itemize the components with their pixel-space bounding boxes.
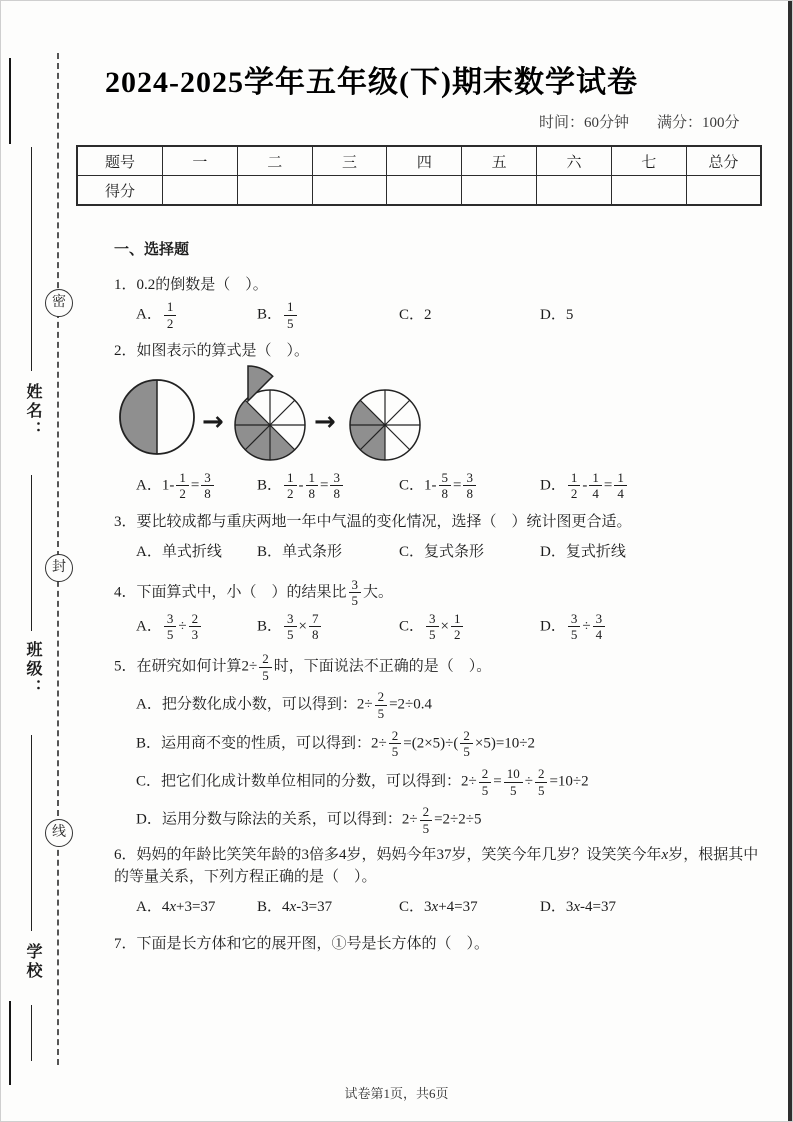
eighths-circle-three-shaded [349,389,421,461]
col-3: 三 [312,146,387,176]
page-footer: 试卷第1页，共6页 [344,1086,449,1101]
col-5: 五 [462,146,537,176]
question-4-option-c: C． $\frac{3}{5}$ × $\frac{1}{2}$ [399,612,540,642]
col-6: 六 [537,146,612,176]
col-total: 总分 [686,146,761,176]
question-number-row [77,146,761,176]
exam-meta [539,111,740,132]
seal-char-xian: 线 [45,819,73,847]
score-cell [537,176,612,206]
score-cell [237,176,312,206]
question-6 [114,844,764,923]
col-7: 七 [611,146,686,176]
question-1 [114,274,764,331]
class-blank-line [31,475,32,631]
question-6-option-c: C．3x+4=37 [399,899,478,916]
question-1-option-b: B． $\frac{1}{5}$ [257,300,399,330]
col-4: 四 [387,146,462,176]
score-cell [163,176,238,206]
row-label-defen: 得分 [77,176,163,206]
score-cell [686,176,761,206]
question-3 [114,511,764,568]
name-blank-line [31,147,32,371]
score-cell [387,176,462,206]
half-shaded-circle [119,379,195,455]
question-7-stem: 7．下面是长方体和它的展开图，①号是长方体的（ ）。 [114,935,490,952]
score-table [76,145,762,206]
question-1-option-c: C．2 [399,306,432,323]
registration-mark-top [9,58,11,144]
question-3-option-a: A．单式折线 [136,544,222,561]
question-6-option-a: A．4x+3=37 [136,899,216,916]
col-2: 二 [237,146,312,176]
question-2-option-a: A．1- $\frac{1}{2}$ = $\frac{3}{8}$ [136,471,257,501]
question-6-options [114,893,764,923]
score-cell [611,176,686,206]
question-3-option-d: D．复式折线 [540,544,626,561]
subtract-arrow-2: → [314,406,336,437]
question-2-option-c: C．1- $\frac{5}{8}$ = $\frac{3}{8}$ [399,471,540,501]
question-3-stem: 3．要比较成都与重庆两地一年中气温的变化情况，选择（ ）统计图更合适。 [114,514,632,531]
school-label: 学校 [24,943,41,981]
question-6-stem: 6．妈妈的年龄比笑笑年龄的3倍多4岁，妈妈今年37岁，笑笑今年几岁？设笑笑今年x岁，根据其中的等量关系，下列方程正确的是（ ）。 [114,846,759,886]
question-3-option-b: B．单式条形 [257,544,343,561]
question-3-option-c: C．复式条形 [399,544,485,561]
row-label-tihao: 题号 [77,146,163,176]
question-7 [114,933,764,956]
question-6-option-b: B．4x-3=37 [257,899,333,916]
question-3-options [114,538,764,568]
question-1-stem: 1．0.2的倒数是（ ）。 [114,276,268,293]
question-5-options [114,690,764,835]
question-1-options [114,300,764,330]
question-4 [114,578,764,643]
question-2-figure [114,367,764,465]
question-5-option-b: B．运用商不变的性质，可以得到：2÷ $\frac{2}{5}$ =(2×5)÷( $\frac{2}{5}$ ×5)=10÷2 [136,727,536,760]
name-label: 姓名： [24,383,41,440]
seal-char-feng: 封 [45,554,73,582]
col-1: 一 [163,146,238,176]
question-1-option-d: D．5 [540,306,574,323]
question-4-options [114,612,764,642]
class-label: 班级： [24,641,41,698]
question-6-option-d: D．3x-4=37 [540,899,616,916]
question-2 [114,340,764,501]
question-2-options [114,471,764,501]
question-5-stem: 5．在研究如何计算2÷ $\frac{2}{5}$ 时，下面说法不正确的是（ ）。 [114,651,492,683]
page-title: 2024-2025学年五年级(下)期末数学试卷 [105,66,638,99]
question-5-option-d: D．运用分数与除法的关系，可以得到：2÷ $\frac{2}{5}$ =2÷2÷5 [136,804,482,836]
seal-char-mi: 密 [45,289,73,317]
question-5-option-c: C．把它们化成计数单位相同的分数，可以得到：2÷ $\frac{2}{5}$ = $\frac{10}{5}$ ÷ $\frac{2}{5}$ =10÷2 [136,765,589,798]
removed-eighth-slice [245,361,283,403]
subtract-arrow-1: → [202,406,224,437]
score-cell [462,176,537,206]
question-5 [114,652,764,835]
school-blank-line [31,735,32,931]
score-cell [312,176,387,206]
exam-content [114,239,764,961]
score-row [77,176,761,206]
question-4-option-b: B． $\frac{3}{5}$ × $\frac{7}{8}$ [257,612,399,642]
question-1-option-a: A． $\frac{1}{2}$ [136,300,257,330]
question-2-option-d: D． $\frac{1}{2}$ - $\frac{1}{4}$ = $\frac{1}{4}$ [540,471,764,501]
question-2-option-b: B． $\frac{1}{2}$ - $\frac{1}{8}$ = $\frac{3}{8}$ [257,471,399,501]
school-blank-line-2 [31,1005,32,1061]
section-heading: 一、选择题 [114,242,190,258]
question-4-option-a: A． $\frac{3}{5}$ ÷ $\frac{2}{3}$ [136,612,257,642]
question-5-option-a: A．把分数化成小数，可以得到：2÷ $\frac{2}{5}$ =2÷0.4 [136,689,433,722]
time-label: 时间：60分钟 [539,115,630,131]
question-4-option-d: D． $\frac{3}{5}$ ÷ $\frac{3}{4}$ [540,612,764,642]
question-2-stem: 2．如图表示的算式是（ ）。 [114,343,310,360]
registration-mark-bottom [9,1001,11,1085]
scan-edge [788,1,792,1121]
question-4-stem: 4．下面算式中，小（ ）的结果比 $\frac{3}{5}$ 大。 [114,576,394,609]
full-score-label: 满分：100分 [657,115,740,131]
